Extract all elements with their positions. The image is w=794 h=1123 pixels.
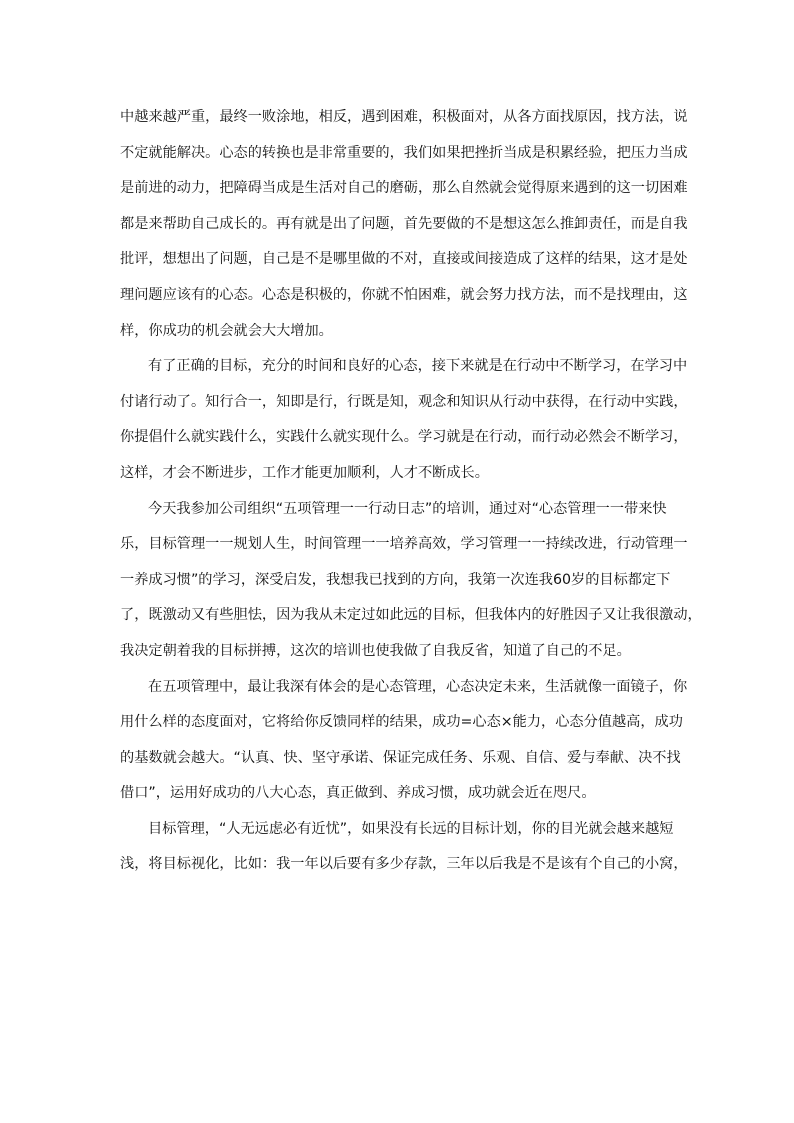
text-line: 你提倡什么就实践什么，实践什么就实现什么。学习就是在行动，而行动必然会不断学习，: [120, 429, 688, 446]
paragraph-first-line: 目标管理，“人无远虑必有近忧”，如果没有长远的目标计划，你的目光就会越来越短: [148, 820, 674, 837]
text-line: 乐，目标管理一一规划人生，时间管理一一培养高效，学习管理一一持续改进，行动管理一: [120, 536, 688, 553]
text-line: 借口”，运用好成功的八大心态，真正做到、养成习惯，成功就会近在咫尺。: [120, 785, 596, 802]
text-line: 我决定朝着我的目标拼搏，这次的培训也使我做了自我反省，知道了自己的不足。: [120, 642, 631, 659]
text-line: 中越来越严重，最终一败涂地，相反，遇到困难，积极面对，从各方面找原因，找方法，说: [120, 109, 688, 125]
paragraph-first-line: 有了正确的目标，充分的时间和良好的心态，接下来就是在行动中不断学习，在学习中: [148, 358, 688, 375]
text-line: 都是来帮助自己成长的。再有就是出了问题，首先要做的不是想这怎么推卸责任，而是自我: [120, 215, 688, 232]
text-line: 批评，想想出了问题，自己是不是哪里做的不对，直接或间接造成了这样的结果，这才是处: [120, 251, 688, 268]
text-line: 用什么样的态度面对，它将给你反馈同样的结果，成功=心态×能力，心态分值越高，成功: [120, 714, 683, 731]
body-text: [120, 100, 702, 883]
text-line: 不定就能解决。心态的转换也是非常重要的，我们如果把挫折当成是积累经验，把压力当成: [120, 144, 688, 161]
text-line: 样，你成功的机会就会大大增加。: [120, 322, 333, 339]
text-line: 这样，才会不断进步，工作才能更加顺利，人才不断成长。: [120, 464, 489, 481]
text-line: 了，既激动又有些胆怯，因为我从未定过如此远的目标，但我体内的好胜因子又让我很激动，: [120, 607, 702, 624]
paragraph-first-line: 今天我参加公司组织“五项管理一一行动日志”的培训，通过对“心态管理一一带来快: [148, 500, 667, 517]
text-line: 理问题应该有的心态。心态是积极的，你就不怕困难，就会努力找方法，而不是找理由，这: [120, 286, 688, 303]
text-line: 的基数就会越大。“认真、快、坚守承诺、保证完成任务、乐观、自信、爱与奉献、决不找: [120, 749, 681, 766]
paragraph-first-line: 在五项管理中，最让我深有体会的是心态管理，心态决定未来，生活就像一面镜子，你: [148, 678, 688, 695]
text-line: 一养成习惯”的学习，深受启发，我想我已找到的方向，我第一次连我60岁的目标都定下: [120, 571, 671, 588]
text-line: 是前进的动力，把障碍当成是生活对自己的磨砺，那么自然就会觉得原来遇到的这一切困难: [120, 180, 688, 197]
text-line: 浅，将目标视化，比如：我一年以后要有多少存款，三年以后我是不是该有个自己的小窝，: [120, 856, 688, 873]
text-line: 付诸行动了。知行合一，知即是行，行既是知，观念和知识从行动中获得，在行动中实践，: [120, 393, 688, 410]
